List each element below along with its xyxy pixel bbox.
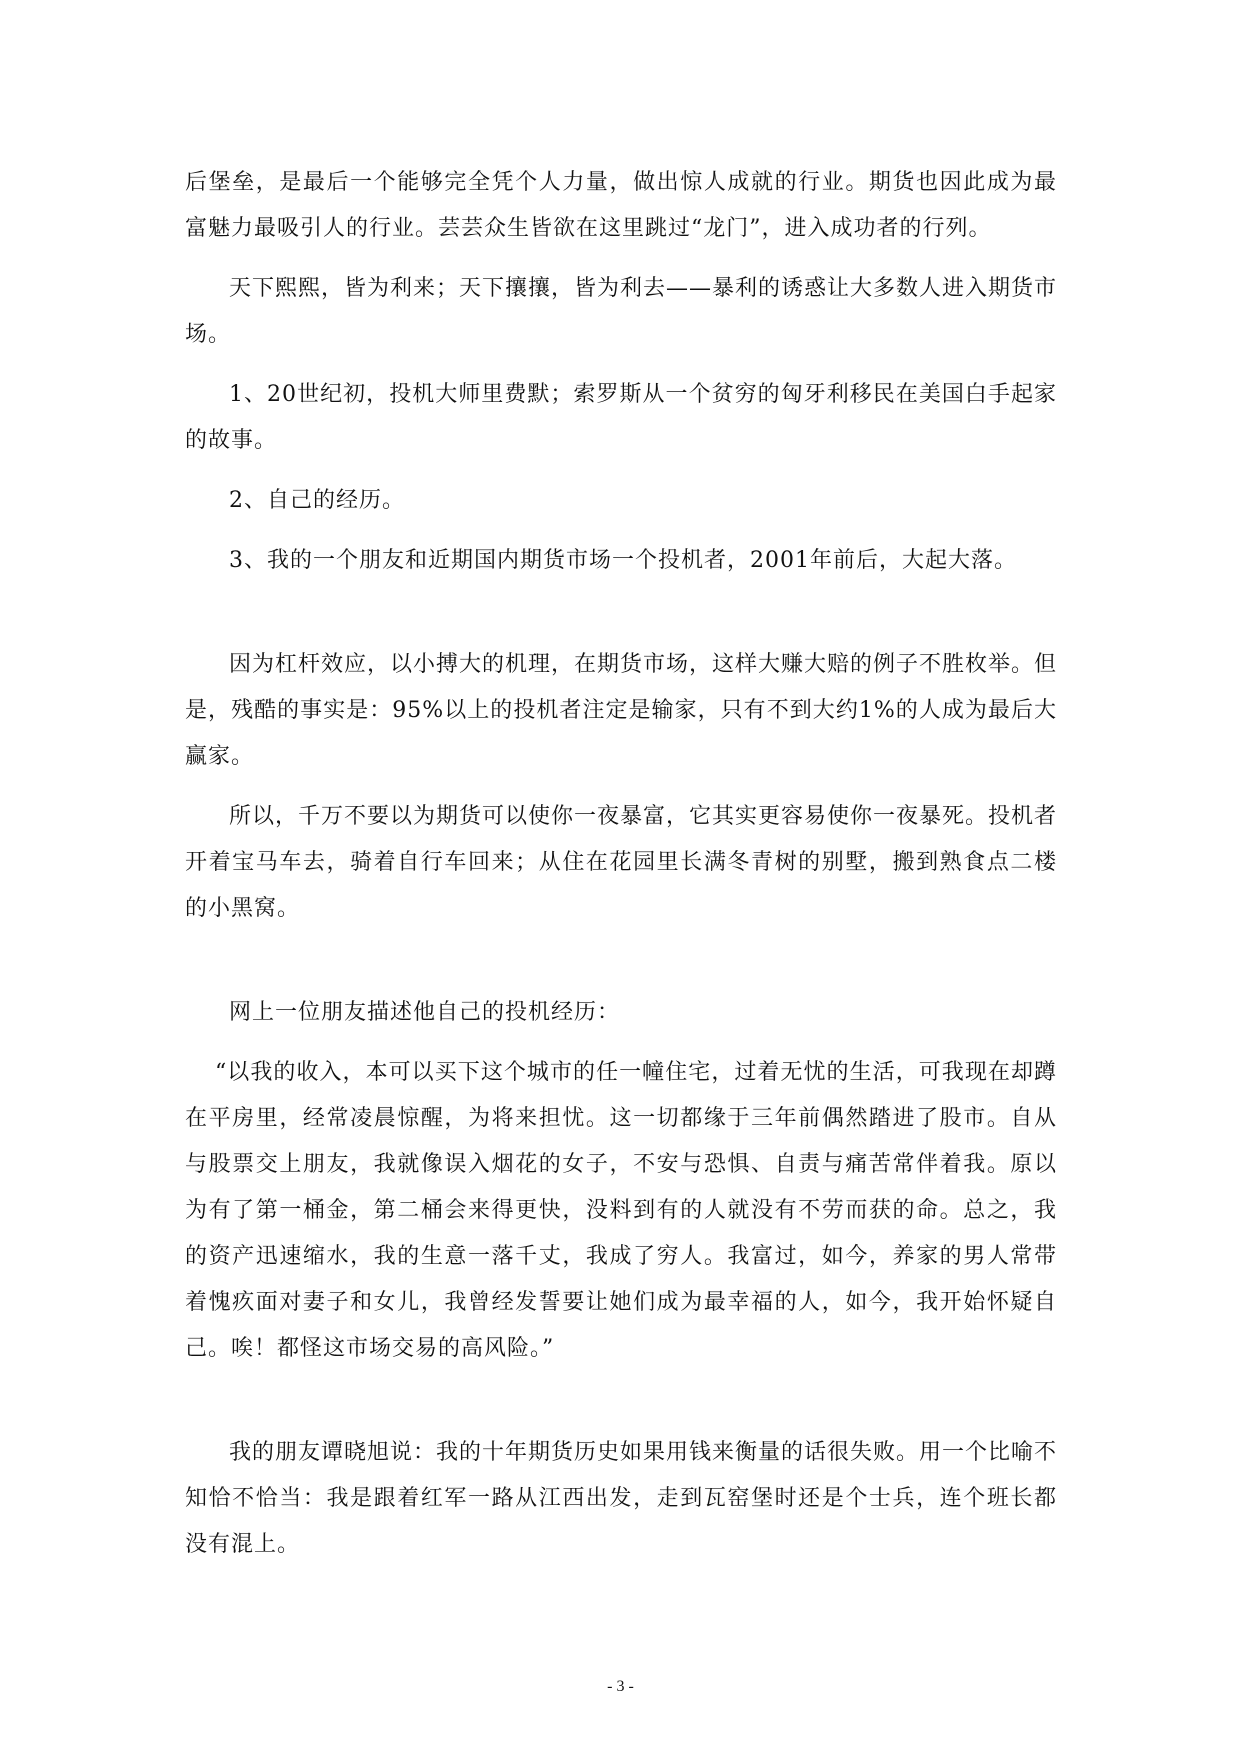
- body-text: [185, 160, 1057, 1582]
- list-item-1: 1、20世纪初，投机大师里费默；索罗斯从一个贫穷的匈牙利移民在美国白手起家的故事。: [185, 382, 1057, 453]
- paragraph-leverage: 因为杠杆效应，以小搏大的机理，在期货市场，这样大赚大赔的例子不胜枚举。但是，残酷的事实是：95%以上的投机者注定是输家，只有不到大约1%的人成为最后大赢家。: [185, 652, 1058, 769]
- paragraph-warning: 所以，千万不要以为期货可以使你一夜暴富，它其实更容易使你一夜暴死。投机者开着宝马车去，骑着自行车回来；从住在花园里长满冬青树的别墅，搬到熟食点二楼的小黑窝。: [185, 804, 1058, 921]
- paragraph-gap: [185, 946, 1057, 990]
- list-item-2: 2、自己的经历。: [229, 488, 405, 513]
- paragraph-gap: [185, 598, 1057, 642]
- paragraph-online-friend: 网上一位朋友描述他自己的投机经历：: [229, 1000, 621, 1025]
- paragraph-quote: “以我的收入，本可以买下这个城市的任一幢住宅，过着无忧的生活，可我现在却蹲在平房里，经常凌晨惊醒，为将来担忧。这一切都缘于三年前偶然踏进了股市。自从与股票交上朋友，我就像误入烟花的女子，不安与恐惧、自责与痛苦常伴着我。原以为有了第一桶金，第二桶会来得更快，没料到有的人就没有不劳而获的命。总之，我的资产迅速缩水，我的生意一落千丈，我成了穷人。我富过，如今，养家的男人常带着愧疚面对妻子和女儿，我曾经发誓要让她们成为最幸福的人，如今，我开始怀疑自己。唉！都怪这市场交易的高风险。”: [185, 1060, 1057, 1361]
- list-item-3: 3、我的一个朋友和近期国内期货市场一个投机者，2001年前后，大起大落。: [229, 548, 1017, 573]
- paragraph-gap: [185, 1386, 1057, 1430]
- page-number: - 3 -: [607, 1678, 634, 1695]
- paragraph-continuation: 后堡垒，是最后一个能够完全凭个人力量，做出惊人成就的行业。期货也因此成为最富魅力最吸引人的行业。芸芸众生皆欲在这里跳过“龙门”，进入成功者的行列。: [185, 170, 1057, 241]
- paragraph-profit-motive: 天下熙熙，皆为利来；天下攘攘，皆为利去——暴利的诱惑让大多数人进入期货市场。: [185, 276, 1058, 347]
- paragraph-friend-tan: 我的朋友谭晓旭说：我的十年期货历史如果用钱来衡量的话很失败。用一个比喻不知恰不恰当：我是跟着红军一路从江西出发，走到瓦窑堡时还是个士兵，连个班长都没有混上。: [185, 1440, 1058, 1557]
